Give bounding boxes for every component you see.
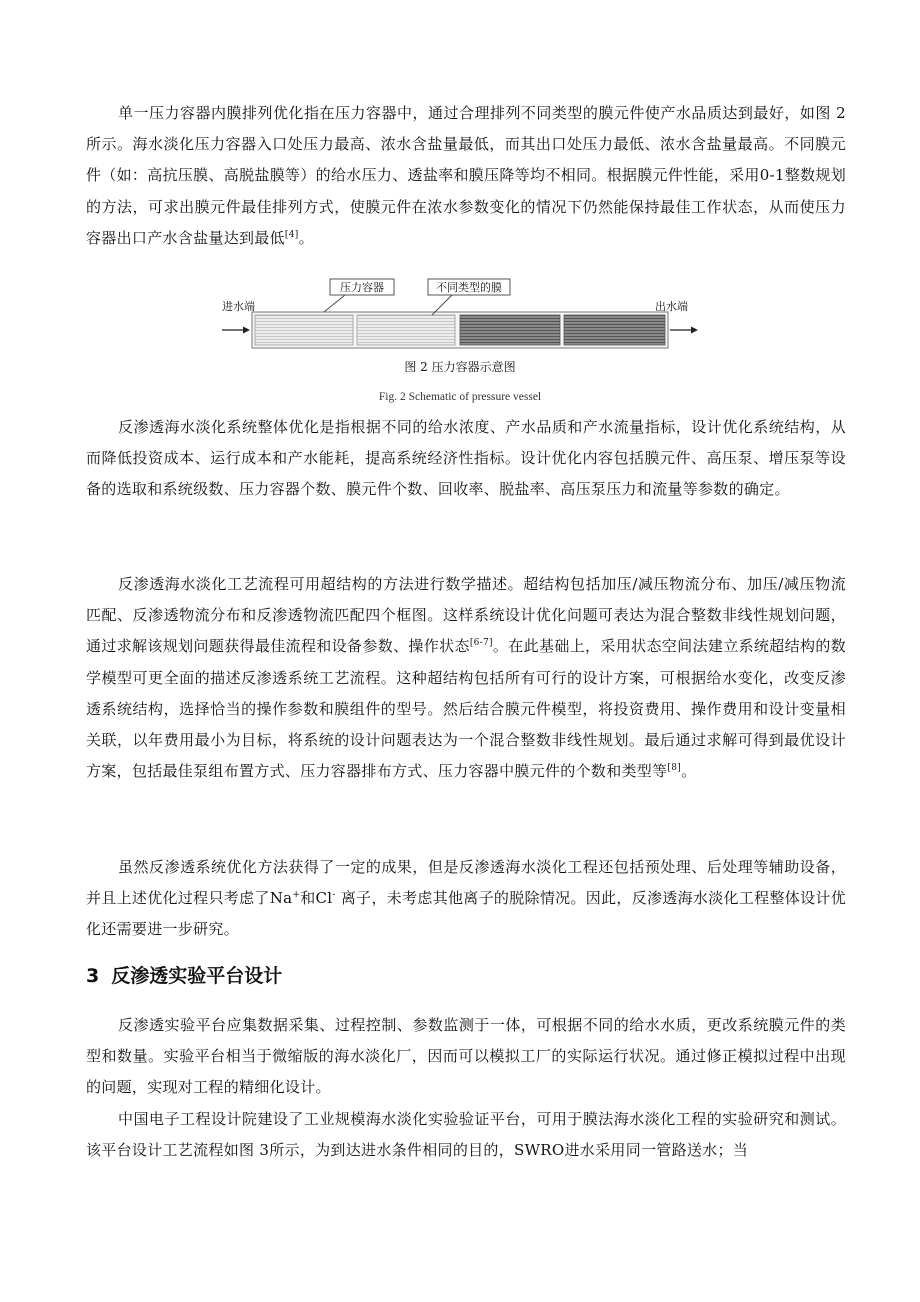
membrane-element-dark-1: [460, 315, 560, 345]
inlet-label: 进水端: [222, 300, 255, 313]
vessel-callout-leader: [324, 295, 345, 312]
citation-8: [8]: [667, 763, 682, 774]
figure-caption-en: Fig. 2 Schematic of pressure vessel: [378, 391, 542, 403]
citation-6-7: [6-7]: [469, 638, 493, 649]
paragraph-platform-intro: 反渗透实验平台应集数据采集、过程控制、参数监测于一体，可根据不同的给水水质，更改系统膜元件的类型和数量。实验平台相当于微缩版的海水淡化厂，因而可以模拟工厂的实际运行状况。通过修正模拟过程中出现的问题，实现对工程的精细化设计。: [86, 1016, 846, 1097]
inlet-arrow-head: [243, 327, 250, 334]
paragraph-platform-cetc: 中国电子工程设计院建设了工业规模海水淡化实验验证平台，可用于膜法海水淡化工程的实验研究和测试。该平台设计工艺流程如图 3所示，为到达进水条件相同的目的，SWRO进水采用同一管路送水；当: [86, 1110, 846, 1160]
paragraph-superstructure: 反渗透海水淡化工艺流程可用超结构的方法进行数学描述。超结构包括加压/减压物流分布、加压/减压物流匹配、反渗透物流分布和反渗透物流匹配四个框图。这样系统设计优化问题可表达为混合整数非线性规划问题，通过求解该规划问题获得最佳流程和设备参数、操作状态[6-7]。在此基础上，采用状态空间法建立系统超结构的数学模型可更全面的描述反渗透系统工艺流程。这种超结构包括所有可行的设计方案，可根据给水变化，改变反渗透系统结构，选择恰当的操作参数和膜组件的型号。然后结合膜元件模型，将投资费用、操作费用和设计变量相关联，以年费用最小为目标，将系统的设计问题表达为一个混合整数非线性规划。最后通过求解可得到最优设计方案，包括最佳泵组布置方式、压力容器排布方式、压力容器中膜元件的个数和类型等[8]。: [86, 575, 846, 781]
paragraph-membrane-arrangement: 单一压力容器内膜排列优化指在压力容器中，通过合理排列不同类型的膜元件使产水品质达到最好，如图 2所示。海水淡化压力容器入口处压力最高、浓水含盐量最低，而其出口处压力最低、浓水含盐量最高。不同膜元件（如：高抗压膜、高脱盐膜等）的给水压力、透盐率和膜压降等均不相同。根据膜元件性能，采用0-1整数规划的方法，可求出膜元件最佳排列方式，使膜元件在浓水参数变化的情况下仍然能保持最佳工作状态，从而使压力容器出口产水含盐量达到最低[4]。: [86, 104, 846, 247]
membrane-callout-label: 不同类型的膜: [436, 281, 502, 294]
section-heading: 3 反渗透实验平台设计: [86, 965, 283, 987]
outlet-label: 出水端: [655, 300, 688, 313]
membrane-element-dark-2: [564, 315, 665, 345]
paragraph-limitations: 虽然反渗透系统优化方法获得了一定的成果，但是反渗透海水淡化工程还包括预处理、后处理等辅助设备，并且上述优化过程只考虑了Na+和Cl- 离子，未考虑其他离子的脱除情况。因此，反渗透海水淡化工程整体设计优化还需要进一步研究。: [86, 858, 846, 939]
paragraph-system-optimization: 反渗透海水淡化系统整体优化是指根据不同的给水浓度、产水品质和产水流量指标，设计优化系统结构，从而降低投资成本、运行成本和产水能耗，提高系统经济性指标。设计优化内容包括膜元件、高压泵、增压泵等设备的选取和系统级数、压力容器个数、膜元件个数、回收率、脱盐率、高压泵压力和流量等参数的确定。: [86, 418, 846, 499]
pressure-vessel-figure: [0, 270, 920, 360]
membrane-element-light-2: [357, 315, 455, 345]
figure-caption-cn: 图 2 压力容器示意图: [404, 360, 516, 374]
vessel-callout-label: 压力容器: [340, 281, 384, 294]
citation-4: [4]: [284, 229, 299, 240]
membrane-element-light-1: [255, 315, 353, 345]
outlet-arrow-head: [691, 327, 698, 334]
